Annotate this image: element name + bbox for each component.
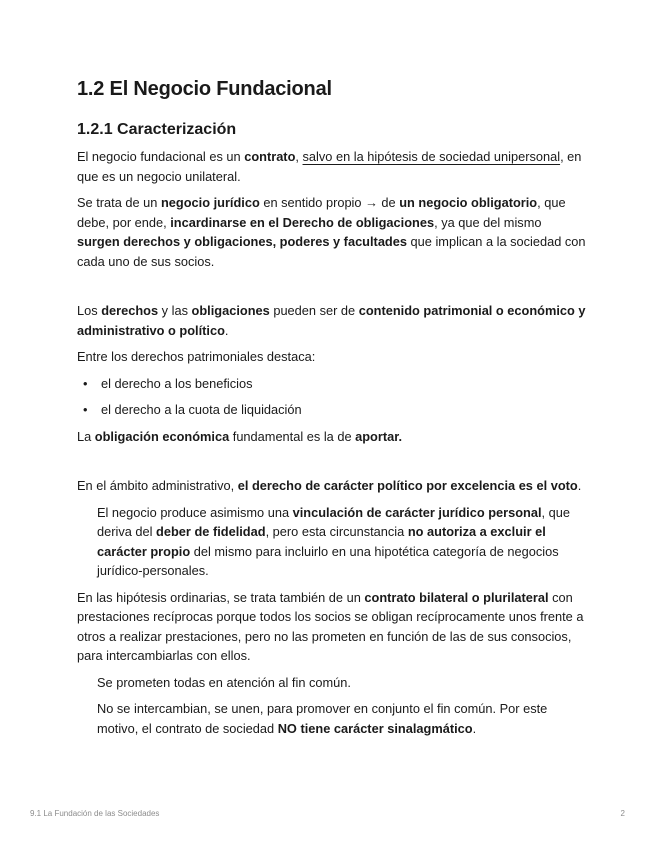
spacer <box>77 453 587 476</box>
paragraph-obligacion-economica: La obligación económica fundamental es la de aportar. <box>77 428 403 444</box>
paragraph-fin-comun: Se prometen todas en atención al fin común. <box>97 674 351 690</box>
paragraph-negocio-juridico: Se trata de un negocio jurídico en sentido propio → de un negocio obligatorio, que debe, por ende, incardinarse en el Derecho de obligaciones, ya que del mismo surgen derechos y obligaciones, poderes y facultades que implican a la sociedad con cada uno de sus socios. <box>77 195 586 269</box>
footer-page-number: 2 <box>620 809 625 818</box>
bullet-list <box>77 374 587 420</box>
underlined-text: salvo en la hipótesis de sociedad unipersonal <box>302 149 561 164</box>
paragraph-derechos-obligaciones: Los derechos y las obligaciones pueden ser de contenido patrimonial o económico y administrativo o político. <box>77 303 586 338</box>
section-heading: 1.2.1 Caracterización <box>77 121 237 138</box>
list-item: • el derecho a la cuota de liquidación <box>77 400 587 420</box>
list-item: • el derecho a los beneficios <box>77 374 587 394</box>
paragraph-negocio-fundacional: El negocio fundacional es un contrato, salvo en la hipótesis de sociedad unipersonal, en que es un negocio unilateral. <box>77 149 582 184</box>
page-title: 1.2 El Negocio Fundacional <box>77 78 332 100</box>
paragraph-hipotesis-ordinarias: En las hipótesis ordinarias, se trata también de un contrato bilateral o plurilateral con prestaciones recíprocas porque todos los socios se obligan recíprocamente unos frente a otros a realizar prestaciones, pero no las prometen en función de las de sus consocios, para intercambiarlas con ellos. <box>77 589 584 663</box>
paragraph-derechos-patrimoniales: Entre los derechos patrimoniales destaca: <box>77 349 316 364</box>
paragraph-vinculacion-personal: El negocio produce asimismo una vinculación de carácter jurídico personal, que deriva del deber de fidelidad, pero esta circunstancia no autoriza a excluir el carácter propio del mismo para incluirlo en una hipotética categoría de negocios jurídico-personales. <box>97 504 571 578</box>
spacer <box>77 278 587 301</box>
footer-document-title: 9.1 La Fundación de las Sociedades <box>30 809 160 818</box>
document-body <box>77 76 587 745</box>
paragraph-sinalagmatico: No se intercambian, se unen, para promover en conjunto el fin común. Por este motivo, el contrato de sociedad NO tiene carácter sinalagmático. <box>97 701 548 736</box>
paragraph-ambito-administrativo: En el ámbito administrativo, el derecho de carácter político por excelencia es el voto. <box>77 478 582 493</box>
